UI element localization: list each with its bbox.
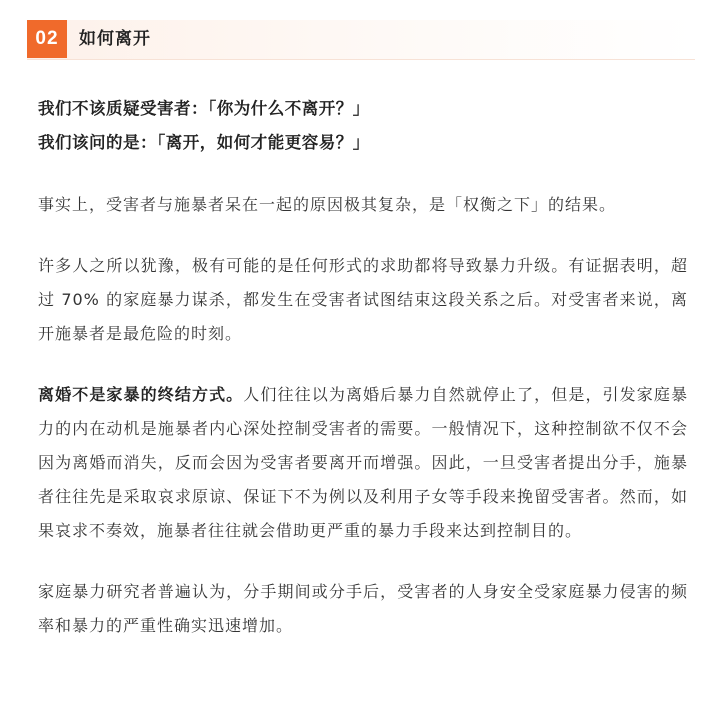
question-line-1: 我们不该质疑受害者：「你为什么不离开？」 [38,99,370,118]
paragraph-3 [38,378,688,548]
question-line-2: 我们该问的是：「离开，如何才能更容易？」 [38,133,370,152]
section-title: 如何离开 [79,29,151,49]
paragraph-3-body: 人们往往以为离婚后暴力自然就停止了，但是，引发家庭暴力的内在动机是施暴者内心深处控制受害者的需要。一般情况下，这种控制欲不仅不会因为离婚而消失，反而会因为受害者要离开而增强。因此，一旦受害者提出分手，施暴者往往先是采取哀求原谅、保证下不为例以及利用子女等手段来挽留受害者。然而，如果哀求不奏效，施暴者往往就会借助更严重的暴力手段来达到控制目的。 [38,385,688,540]
article-body [38,92,688,643]
paragraph-2: 许多人之所以犹豫，极有可能的是任何形式的求助都将导致暴力升级。有证据表明，超过 70% 的家庭暴力谋杀，都发生在受害者试图结束这段关系之后。对受害者来说，离开施暴者是最危险的时刻。 [38,256,688,343]
section-number-badge: 02 [27,20,67,58]
paragraph-3-lead: 离婚不是家暴的终结方式。 [38,385,244,404]
paragraph-4: 家庭暴力研究者普遍认为，分手期间或分手后，受害者的人身安全受家庭暴力侵害的频率和暴力的严重性确实迅速增加。 [38,582,688,635]
paragraph-1: 事实上，受害者与施暴者呆在一起的原因极其复杂，是「权衡之下」的结果。 [38,195,617,214]
section-header [27,20,695,60]
